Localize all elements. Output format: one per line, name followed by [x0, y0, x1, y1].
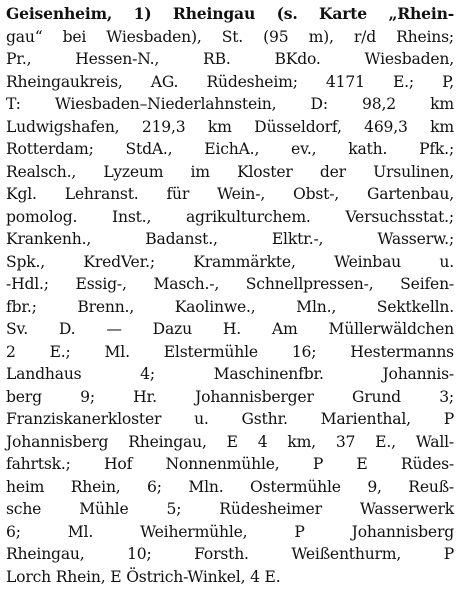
entry-line: Geisenheim, 1) Rheingau (s. Karte „Rhein-: [6, 4, 454, 23]
entry-line: Johannisberg Rheingau, E 4 km, 37 E., Wall-: [6, 432, 454, 451]
gazetteer-entry-geisenheim: [6, 3, 454, 588]
entry-line: gau“ bei Wiesbaden), St. (95 m), r/d Rheins;: [6, 27, 454, 46]
entry-line: Landhaus 4; Maschinenfbr. Johannis-: [6, 365, 454, 383]
entry-line: Rheingaukreis, AG. Rüdesheim; 4171 E.; P,: [6, 72, 454, 91]
entry-line: Pr., Hessen-N., RB. BKdo. Wiesbaden,: [6, 50, 454, 68]
entry-line: 2 E.; Ml. Elstermühle 16; Hestermanns: [6, 342, 454, 361]
entry-line: Ludwigshafen, 219,3 km Düsseldorf, 469,3 km: [6, 117, 454, 136]
entry-line: Rheingau, 10; Forsth. Weißenthurm, P: [6, 545, 454, 563]
entry-line: Spk., KredVer.; Krammärkte, Weinbau u.: [6, 252, 454, 271]
entry-line: Realsch., Lyzeum im Kloster der Ursulinen,: [6, 162, 454, 181]
entry-line: Lorch Rhein, E Östrich-Winkel, 4 E.: [6, 567, 281, 586]
entry-line: berg 9; Hr. Johannisberger Grund 3;: [6, 387, 454, 406]
entry-line: Kgl. Lehranst. für Wein-, Obst-, Gartenbau,: [6, 185, 454, 203]
entry-line: Krankenh., Badanst., Elktr.-, Wasserw.;: [6, 230, 454, 248]
entry-line: fahrtsk.; Hof Nonnenmühle, P E Rüdes-: [6, 455, 454, 473]
entry-line: sche Mühle 5; Rüdesheimer Wasserwerk: [6, 500, 454, 518]
entry-line: T: Wiesbaden–Niederlahnstein, D: 98,2 km: [6, 95, 454, 113]
entry-line: fbr.; Brenn., Kaolinwe., Mln., Sektkelln.: [6, 297, 454, 316]
entry-line: -Hdl.; Essig-, Masch.-, Schnellpressen-, Seifen-: [6, 275, 454, 293]
entry-line: 6; Ml. Weihermühle, P Johannisberg: [6, 522, 454, 541]
entry-line: Sv. D. — Dazu H. Am Müllerwäldchen: [6, 320, 454, 338]
entry-line: Rotterdam; StdA., EichA., ev., kath. Pfk.;: [6, 140, 454, 158]
entry-line: Franziskanerkloster u. Gsthr. Marienthal, P: [6, 410, 454, 428]
entry-line: pomolog. Inst., agrikulturchem. Versuchsstat.;: [6, 207, 454, 226]
entry-line: heim Rhein, 6; Mln. Ostermühle 9, Reuß-: [6, 477, 454, 496]
